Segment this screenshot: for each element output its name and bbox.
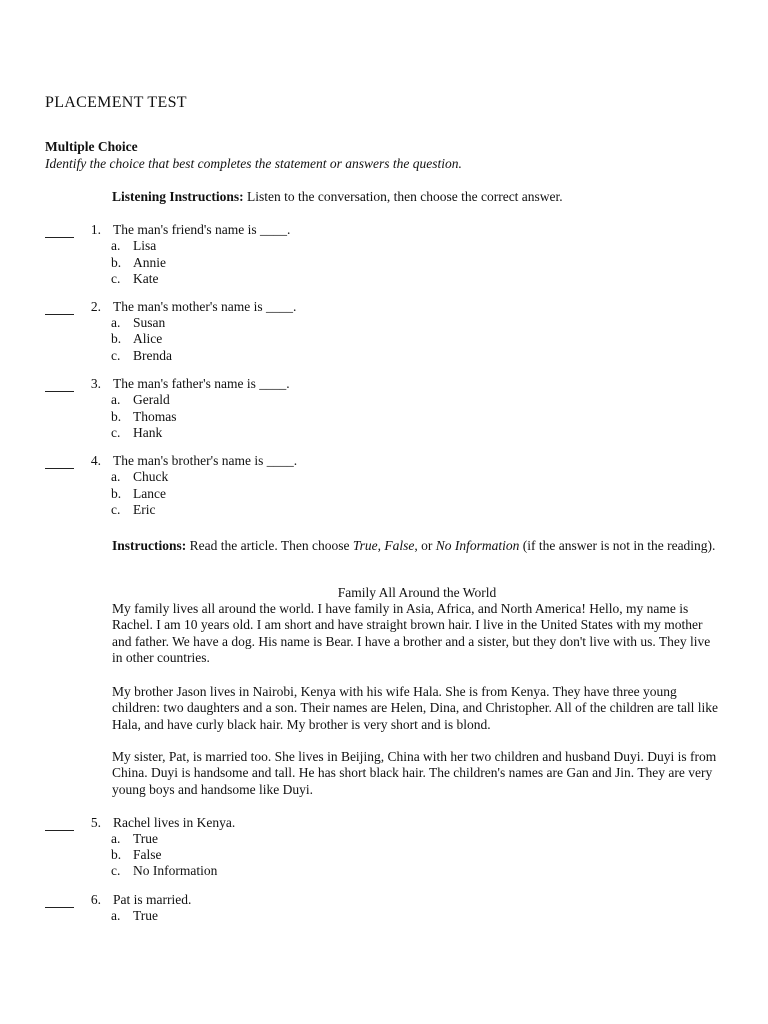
question-stem: The man's friend's name is ____. (113, 222, 291, 237)
option-c: c. Kate (111, 271, 159, 286)
option-c: c. No Information (111, 863, 218, 878)
listening-label: Listening Instructions: (112, 189, 244, 204)
option-c: c. Brenda (111, 348, 172, 363)
article-paragraph-1: My family lives all around the world. I have family in Asia, Africa, and North America! Hello, my name is Rachel. I am 10 years old. I am short and have straight brown hair. I live in the United States with my mother and father. We have a dog. His name is Bear. I have a brother and a sister, but they don't live with us. They live in other countries. (112, 601, 711, 665)
option-c: c. Hank (111, 425, 163, 440)
option-a: a. Chuck (111, 469, 169, 484)
option-b: b. Lance (111, 486, 166, 501)
question-number: 5. (90, 815, 101, 830)
question-number: 1. (90, 222, 101, 237)
page-title: PLACEMENT TEST (45, 94, 187, 111)
question-number: 3. (90, 376, 101, 391)
question-stem: The man's mother's name is ____. (113, 299, 297, 314)
article-title: Family All Around the World (337, 585, 497, 600)
question-stem: Pat is married. (113, 892, 192, 907)
article-paragraph-3: My sister, Pat, is married too. She lives in Beijing, China with her two children and husband Duyi. Duyi is from China. Duyi is handsome and tall. He has short black hair. The children's names are Gan and Jin. They are very young boys and handsome like Duyi. (112, 749, 717, 797)
option-a: a. True (111, 908, 159, 923)
section-title: Multiple Choice (45, 139, 138, 154)
question-stem: The man's father's name is ____. (113, 376, 290, 391)
question-stem: Rachel lives in Kenya. (113, 815, 236, 830)
option-a: a. Gerald (111, 392, 170, 407)
section-instructions: Identify the choice that best completes the statement or answers the question. (45, 156, 462, 171)
listening-instructions (112, 188, 718, 205)
article-paragraph-2: My brother Jason lives in Nairobi, Kenya with his wife Hala. She is from Kenya. They have three young children: two daughters and a son. Their names are Helen, Dina, and Christopher. All of the children are tall like Hala, and have curly black hair. My brother is very short and is blond. (112, 684, 718, 732)
option-a: a. Susan (111, 315, 166, 330)
reading-label: Instructions: (112, 538, 187, 553)
option-c: c. Eric (111, 502, 156, 517)
option-b: b. Annie (111, 255, 166, 270)
reading-instructions: Instructions: Read the article. Then choose True, False, or No Information (if the answer is not in the reading). (112, 538, 716, 553)
question-stem: The man's brother's name is ____. (113, 453, 298, 468)
option-b: b. Thomas (111, 409, 177, 424)
question-number: 2. (90, 299, 101, 314)
question-number: 6. (90, 892, 101, 907)
option-b: b. False (111, 847, 162, 862)
listening-text: Listen to the conversation, then choose the correct answer. (243, 189, 563, 204)
option-a: a. True (111, 831, 159, 846)
question-number: 4. (90, 453, 101, 468)
option-b: b. Alice (111, 331, 163, 346)
option-a: a. Lisa (111, 238, 157, 253)
